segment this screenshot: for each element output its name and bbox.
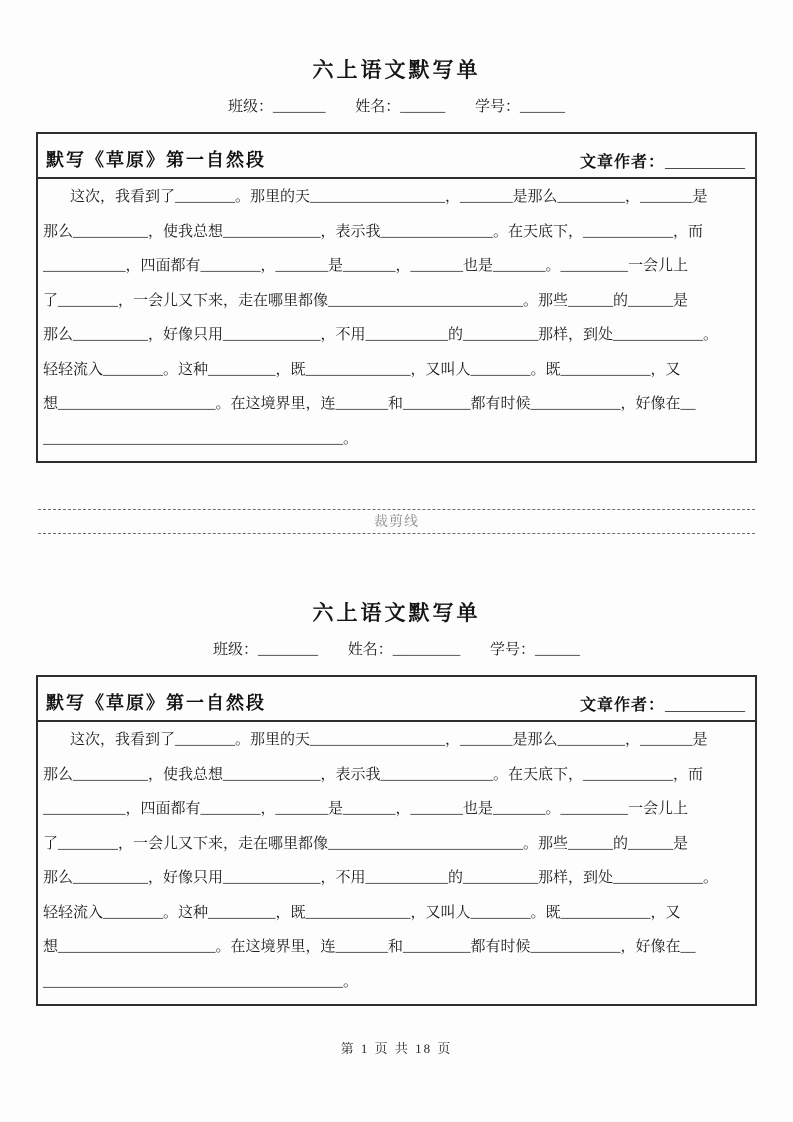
name-label: 姓名： — [355, 99, 401, 115]
class-label: 班级： — [227, 99, 273, 115]
dictation-task-title: 默写《草原》第一自然段 — [46, 150, 266, 170]
dictation-line: ________________________________________。 — [43, 430, 359, 447]
cut-dashed-line-bottom — [38, 510, 755, 534]
cut-line-label: 裁剪线 — [374, 515, 419, 530]
dictation-line: 想_____________________。在这境界里，连_______和_________都有时候____________，好像在__ — [43, 939, 696, 955]
author-label: 文章作者： — [579, 697, 665, 714]
dictation-line: 轻轻流入________。这种_________，既______________，又叫人________。既____________，又 — [43, 361, 681, 378]
student-id-label: 学号： — [490, 642, 536, 658]
page-footer: 第 1 页 共 18 页 — [340, 1041, 453, 1056]
author-blank: __________ — [665, 697, 745, 714]
dictation-line: 这次，我看到了________。那里的天__________________，_______是那么_________，_______是 — [70, 732, 708, 748]
name-blank: ______ — [400, 99, 446, 115]
dictation-line: 那么__________，使我总想_____________，表示我_______________。在天底下，____________，而 — [43, 223, 704, 240]
student-id-field — [475, 99, 565, 115]
dictation-text — [38, 722, 755, 1004]
author-field — [580, 692, 745, 715]
class-blank: ________ — [257, 642, 318, 658]
student-id-field — [490, 642, 580, 658]
dictation-line: 了________，一会儿又下来，走在哪里都像__________________________。那些______的______是 — [43, 835, 689, 852]
dictation-line: 这次，我看到了________。那里的天__________________，_______是那么_________，_______是 — [70, 189, 708, 205]
class-label: 班级： — [212, 642, 258, 658]
dictation-text — [38, 179, 755, 461]
dictation-box-header — [38, 134, 755, 179]
page-title: 六上语文默写单 — [312, 59, 481, 82]
dictation-line: ___________，四面都有________，_______是_______，_______也是_______。_________一会儿上 — [43, 801, 689, 817]
name-label: 姓名： — [347, 642, 393, 658]
student-id-label: 学号： — [475, 99, 521, 115]
student-info-line — [0, 96, 793, 118]
author-blank: __________ — [665, 154, 745, 171]
author-label: 文章作者： — [579, 154, 665, 171]
student-info-line — [0, 639, 793, 661]
class-field — [213, 642, 318, 658]
dictation-line: 了________，一会儿又下来，走在哪里都像__________________________。那些______的______是 — [43, 292, 689, 309]
dictation-line: 那么__________，好像只用_____________，不用___________的__________那样，到处____________。 — [43, 870, 719, 886]
worksheet-section-1 — [0, 58, 793, 463]
dictation-line: ________________________________________。 — [43, 973, 359, 990]
class-blank: _______ — [272, 99, 326, 115]
name-field — [348, 642, 461, 658]
dictation-box — [36, 132, 757, 463]
dictation-line: 想_____________________。在这境界里，连_______和_________都有时候____________，好像在__ — [43, 396, 696, 412]
dictation-line: 那么__________，使我总想_____________，表示我_______________。在天底下，____________，而 — [43, 766, 704, 783]
student-id-blank: ______ — [535, 642, 581, 658]
dictation-line: 轻轻流入________。这种_________，既______________，又叫人________。既____________，又 — [43, 904, 681, 921]
dictation-line: ___________，四面都有________，_______是_______，_______也是_______。_________一会儿上 — [43, 258, 689, 274]
dictation-box-header — [38, 677, 755, 722]
dictation-box — [36, 675, 757, 1006]
dictation-task-title: 默写《草原》第一自然段 — [46, 693, 266, 713]
student-id-blank: ______ — [520, 99, 566, 115]
cut-separator — [38, 509, 755, 534]
author-field — [580, 149, 745, 172]
class-field — [228, 99, 326, 115]
page-title: 六上语文默写单 — [312, 602, 481, 625]
name-field — [355, 99, 445, 115]
name-blank: _________ — [392, 642, 461, 658]
worksheet-section-2 — [0, 601, 793, 1006]
dictation-line: 那么__________，好像只用_____________，不用___________的__________那样，到处____________。 — [43, 327, 719, 343]
